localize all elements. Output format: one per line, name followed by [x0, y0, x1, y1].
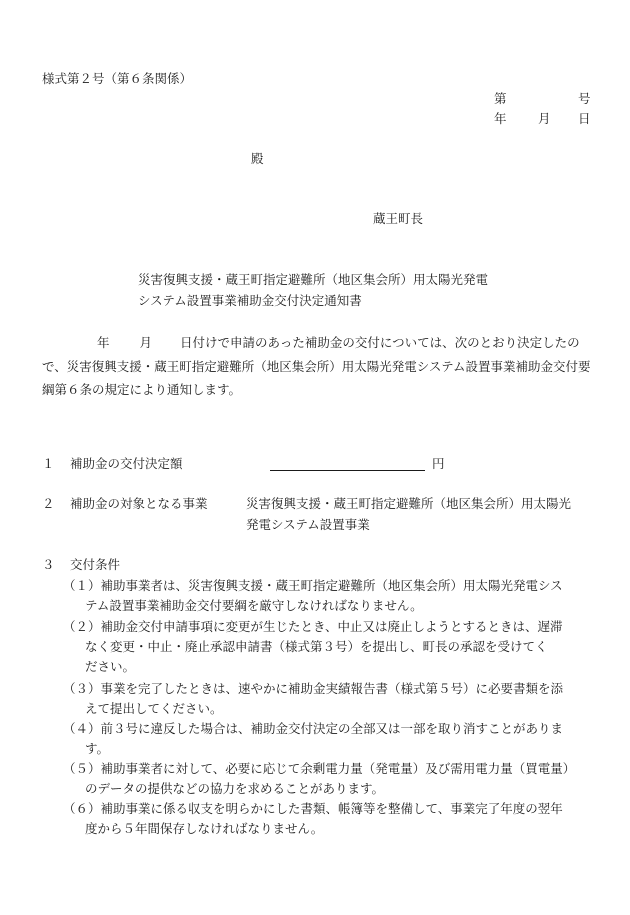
condition-text: 補助事業者に対して、必要に応じて余剰電力量（発電量）及び需用電力量（買電量）: [100, 761, 576, 776]
condition-text-continued: のデータの提供などの協力を求めることがあります。: [85, 781, 385, 796]
condition-text: 事業を完了したときは、速やかに補助金実績報告書（様式第５号）に必要書類を添: [100, 681, 564, 696]
condition-text: 補助事業に係る収支を明らかにした書類、帳簿等を整備して、事業完了年度の翌年: [100, 801, 563, 816]
condition-text-continued: す。: [85, 741, 110, 756]
document-title-line2: システム設置事業補助金交付決定通知書: [138, 293, 362, 308]
date-day-label: 日: [578, 111, 591, 126]
item-label-target-project: 補助金の対象となる事業: [70, 496, 208, 511]
condition-item: [63, 719, 593, 759]
condition-number: （５）: [63, 761, 101, 776]
condition-text-continued: なく変更・中止・廃止承認申請書（様式第３号）を提出し、町長の承認を受けてください。: [85, 639, 548, 674]
item-label-grant-amount: 補助金の交付決定額: [70, 456, 183, 471]
condition-item: [63, 617, 593, 677]
condition-number: （１）: [63, 578, 101, 593]
body-text: 日付けで申請のあった補助金の交付については、次のとおり決定したので、災害復興支援・蔵王町指定避難所（地区集会所）用太陽光発電システム設置事業補助金交付要綱第６条の規定により通知します。: [42, 335, 591, 397]
target-project-value-line2: 発電システム設置事業: [246, 517, 370, 532]
item-label-conditions: 交付条件: [70, 557, 121, 572]
date-year-label: 年: [494, 111, 507, 126]
document-title-line1: 災害復興支援・蔵王町指定避難所（地区集会所）用太陽光発電: [138, 272, 489, 287]
condition-text: 補助金交付申請事項に変更が生じたとき、中止又は廃止しようとするときは、遅滞: [100, 619, 563, 634]
condition-text: 補助事業者は、災害復興支援・蔵王町指定避難所（地区集会所）用太陽光発電シス: [100, 578, 563, 593]
document-number-suffix: 号: [578, 91, 591, 106]
condition-item: [63, 576, 593, 616]
condition-number: （６）: [63, 801, 101, 816]
condition-text-continued: 度から５年間保存しなければなりません。: [85, 821, 324, 836]
body-year-label: 年: [97, 335, 110, 350]
document-number-prefix: 第: [494, 91, 507, 106]
condition-number: （２）: [63, 619, 101, 634]
grant-amount-blank: [270, 470, 425, 471]
condition-text-continued: テム設置事業補助金交付要綱を厳守しなければなりません。: [85, 598, 423, 613]
issuer: 蔵王町長: [373, 211, 424, 226]
condition-item: [63, 759, 593, 799]
condition-item: [63, 679, 593, 719]
body-paragraph: [42, 331, 594, 402]
addressee-honorific: 殿: [251, 151, 264, 166]
condition-number: （３）: [63, 681, 101, 696]
item-number: ３: [42, 557, 55, 572]
condition-item: [63, 799, 593, 839]
target-project-value-line1: 災害復興支援・蔵王町指定避難所（地区集会所）用太陽光: [246, 496, 572, 511]
condition-number: （４）: [63, 721, 101, 736]
condition-text-continued: えて提出してください。: [85, 701, 223, 716]
condition-text: 前３号に違反した場合は、補助金交付決定の全部又は一部を取り消すことがありま: [100, 721, 564, 736]
item-number: ２: [42, 496, 55, 511]
grant-amount-unit: 円: [432, 456, 445, 471]
item-number: １: [42, 456, 55, 471]
form-number: 様式第２号（第６条関係）: [42, 71, 193, 86]
date-month-label: 月: [538, 111, 551, 126]
body-month-label: 月: [139, 335, 153, 350]
